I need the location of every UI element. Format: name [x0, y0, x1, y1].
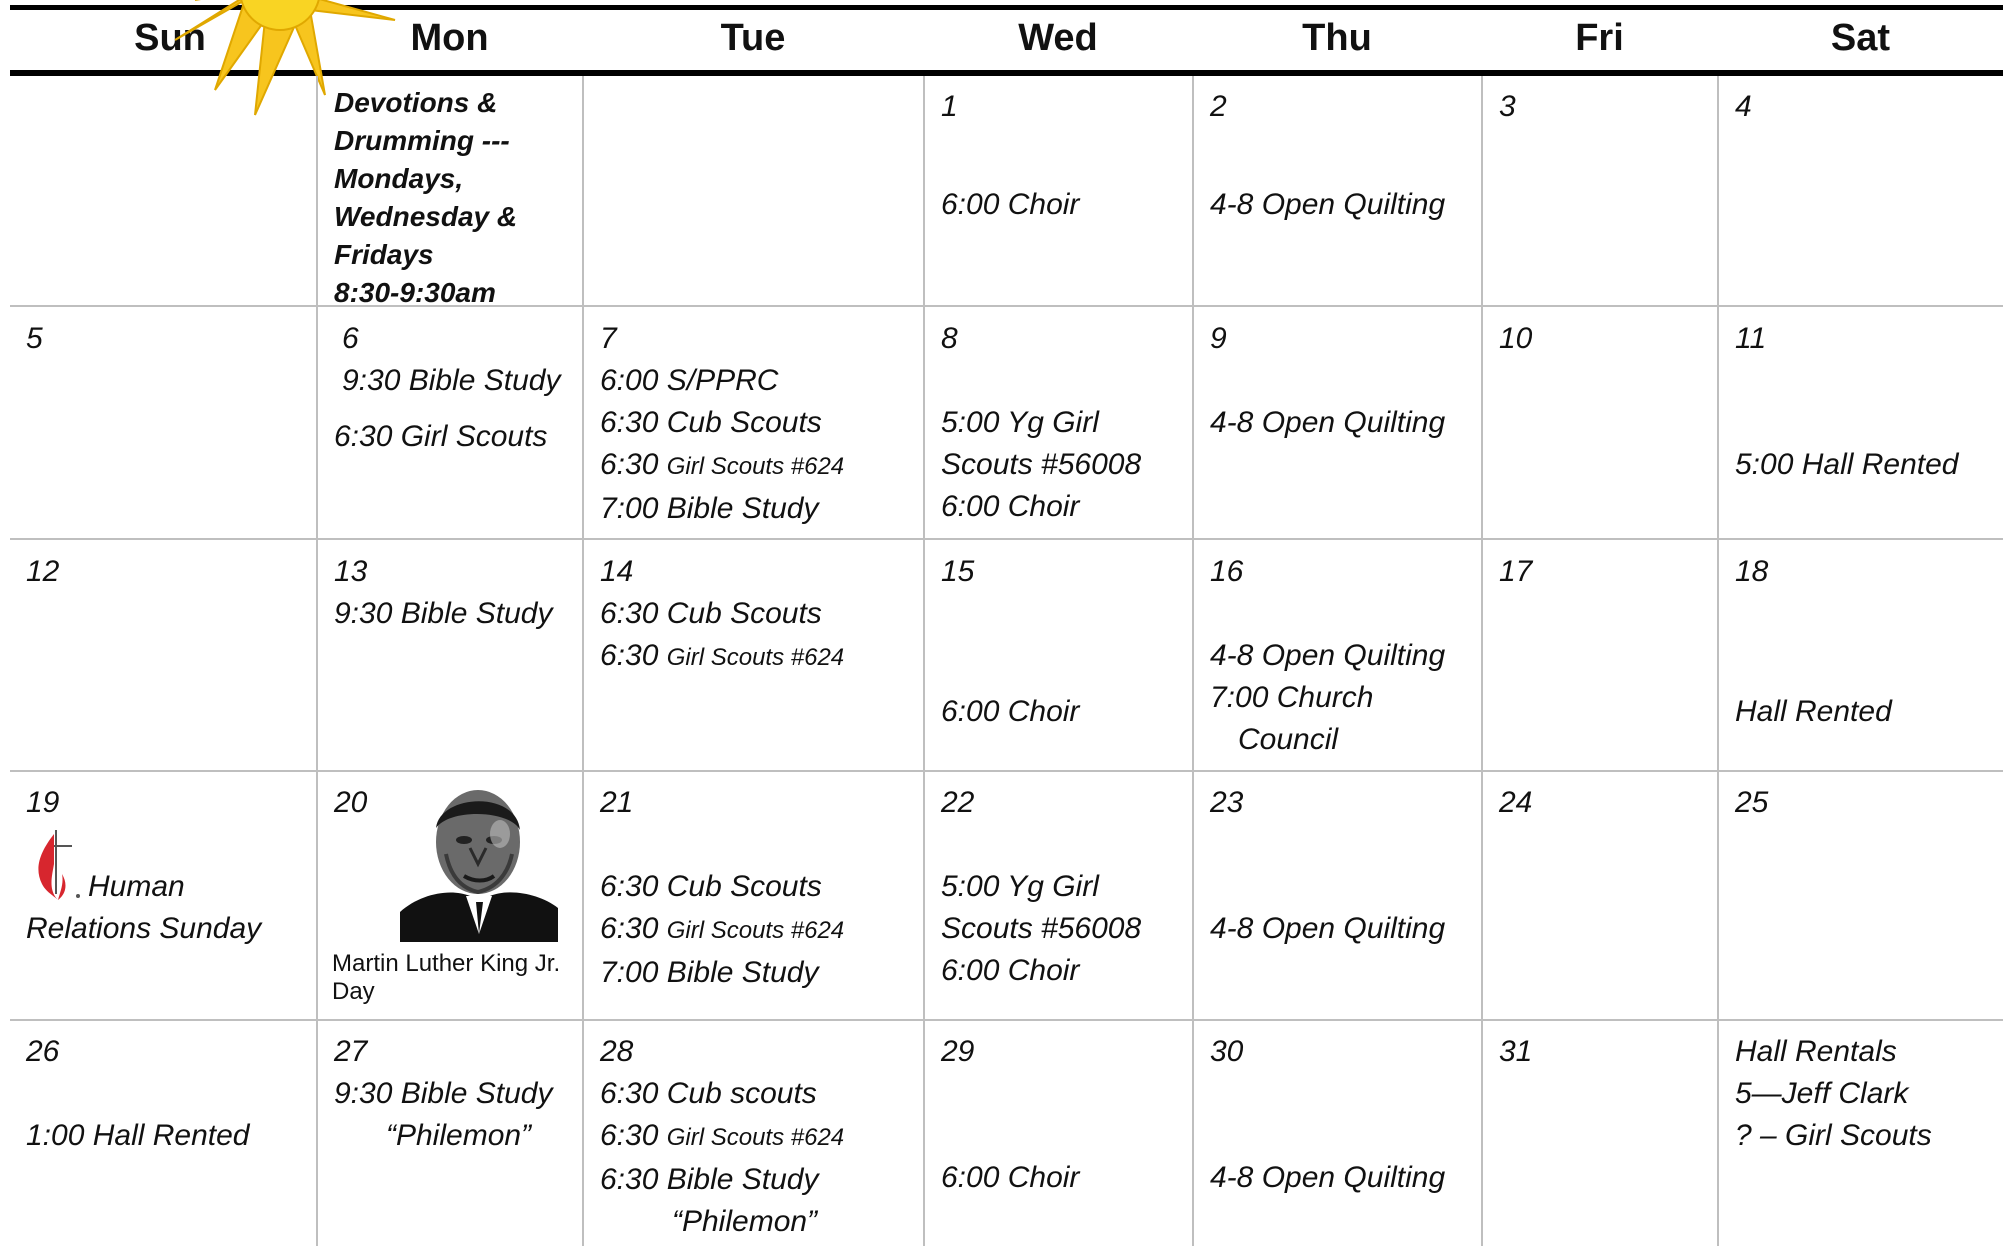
caption-line: Day — [332, 978, 375, 1005]
event: Girl Scouts #624 — [666, 917, 845, 944]
event: Relations Sunday — [26, 912, 262, 945]
event: 7:00 Bible Study — [600, 492, 819, 525]
event: Scouts #56008 — [941, 448, 1142, 481]
day-number: 3 — [1499, 90, 1516, 123]
devotions-line: 8:30-9:30am — [334, 277, 496, 308]
event-time: 6:30 — [600, 639, 659, 672]
day-number: 25 — [1735, 786, 1769, 819]
day-cell-1 — [925, 80, 1191, 232]
devotions-line: Devotions & — [334, 87, 498, 118]
devotions-line: Drumming --- — [334, 125, 510, 156]
day-number: 16 — [1210, 555, 1244, 588]
day-number: 24 — [1499, 786, 1533, 819]
day-cell-21 — [584, 776, 922, 1000]
weekday-sun: Sun — [134, 17, 206, 59]
day-number: 6 — [342, 322, 359, 355]
event: 4-8 Open Quilting — [1210, 1161, 1446, 1194]
event-time: 6:30 — [600, 912, 659, 945]
day-cell-6 — [318, 312, 582, 464]
devotions-line: Wednesday & — [334, 201, 518, 232]
day-cell-24 — [1483, 776, 1716, 830]
day-number: 23 — [1210, 786, 1244, 819]
day-number: 20 — [334, 786, 368, 819]
day-cell-13 — [318, 545, 582, 641]
day-cell-25 — [1719, 776, 2003, 830]
event: 4-8 Open Quilting — [1210, 406, 1446, 439]
note-line: Hall Rentals — [1735, 1035, 1897, 1068]
day-cell-17 — [1483, 545, 1716, 599]
event: 4-8 Open Quilting — [1210, 639, 1446, 672]
note-line: 5—Jeff Clark — [1735, 1077, 1909, 1110]
event: 7:00 Church — [1210, 681, 1374, 714]
weekday-sat: Sat — [1830, 17, 1891, 59]
hall-rentals-note — [1719, 1025, 2003, 1163]
day-number: 31 — [1499, 1035, 1533, 1068]
note-line: ? – Girl Scouts — [1735, 1119, 1932, 1152]
day-number: 10 — [1499, 322, 1533, 355]
mlk-portrait — [400, 784, 558, 942]
day-cell-11 — [1719, 312, 2003, 492]
day-number: 15 — [941, 555, 975, 588]
event: 6:30 Cub Scouts — [600, 870, 822, 903]
day-number: 11 — [1735, 322, 1767, 355]
day-number: 17 — [1499, 555, 1533, 588]
event: 6:00 Choir — [941, 954, 1080, 987]
weekday-wed: Wed — [1018, 17, 1098, 59]
day-cell-26 — [10, 1025, 315, 1163]
day-number: 29 — [941, 1035, 975, 1068]
day-number: 28 — [600, 1035, 634, 1068]
event: 5:00 Hall Rented — [1735, 448, 1959, 481]
day-number: 22 — [941, 786, 975, 819]
umc-cross-flame-icon — [26, 824, 82, 908]
day-cell-18 — [1719, 545, 2003, 739]
event-time: 6:30 — [600, 448, 659, 481]
day-cell-27 — [318, 1025, 582, 1163]
day-cell-19 — [10, 776, 315, 956]
day-number: 1 — [941, 90, 958, 123]
event: Human — [88, 870, 185, 903]
day-cell-31 — [1483, 1025, 1716, 1079]
day-cell-12 — [10, 545, 315, 599]
event: 9:30 Bible Study — [334, 1077, 553, 1110]
day-number: 14 — [600, 555, 634, 588]
event: “Philemon” — [386, 1119, 532, 1152]
day-number: 4 — [1735, 90, 1752, 123]
day-number: 12 — [26, 555, 60, 588]
devotions-line: Fridays — [334, 239, 434, 270]
day-number: 13 — [334, 555, 368, 588]
day-cell-10 — [1483, 312, 1716, 366]
day-number: 7 — [600, 322, 617, 355]
day-number: 26 — [26, 1035, 60, 1068]
day-number: 5 — [26, 322, 43, 355]
weekday-thu: Thu — [1302, 17, 1372, 59]
event: Scouts #56008 — [941, 912, 1142, 945]
day-cell-30 — [1194, 1025, 1480, 1205]
grid-line — [10, 305, 2003, 307]
caption-line: Martin Luther King Jr. — [332, 950, 561, 977]
grid-line — [10, 770, 2003, 772]
day-cell-7 — [584, 312, 922, 536]
devotions-line: Mondays, — [334, 163, 464, 194]
day-cell-9 — [1194, 312, 1480, 450]
event: 6:30 Cub Scouts — [600, 406, 822, 439]
mlk-caption — [318, 950, 608, 1006]
day-cell-14 — [584, 545, 922, 685]
event: 7:00 Bible Study — [600, 956, 819, 989]
event: Hall Rented — [1735, 695, 1892, 728]
day-cell-5 — [10, 312, 315, 366]
day-cell-23 — [1194, 776, 1480, 956]
day-cell-16 — [1194, 545, 1480, 767]
weekday-mon: Mon — [410, 17, 489, 59]
event: 6:30 Bible Study — [600, 1163, 819, 1196]
event: 6:00 Choir — [941, 695, 1080, 728]
weekday-fri: Fri — [1575, 17, 1624, 59]
event: 5:00 Yg Girl — [941, 406, 1099, 439]
grid-line — [10, 1019, 2003, 1021]
event: Girl Scouts #624 — [666, 1124, 845, 1151]
event: 6:00 Choir — [941, 490, 1080, 523]
grid-line — [10, 538, 2003, 540]
day-cell-2 — [1194, 80, 1480, 232]
day-number: 18 — [1735, 555, 1769, 588]
event: 1:00 Hall Rented — [26, 1119, 250, 1152]
event: 5:00 Yg Girl — [941, 870, 1099, 903]
day-cell-4 — [1719, 80, 2003, 134]
day-cell-22 — [925, 776, 1191, 998]
event: 6:00 S/PPRC — [600, 364, 779, 397]
event: 6:30 Cub scouts — [600, 1077, 817, 1110]
event: 6:00 Choir — [941, 1161, 1080, 1194]
event: Girl Scouts #624 — [666, 453, 845, 480]
event: Girl Scouts #624 — [666, 644, 845, 671]
devotions-note — [318, 78, 582, 318]
day-number: 9 — [1210, 322, 1227, 355]
day-cell-29 — [925, 1025, 1191, 1205]
day-number: 27 — [334, 1035, 368, 1068]
day-cell-28 — [584, 1025, 922, 1249]
event: “Philemon” — [672, 1205, 818, 1238]
day-cell-3 — [1483, 80, 1716, 134]
event: 6:30 Cub Scouts — [600, 597, 822, 630]
event: 6:00 Choir — [941, 188, 1080, 221]
event: Council — [1238, 723, 1339, 756]
day-cell-15 — [925, 545, 1191, 739]
weekday-tue: Tue — [720, 17, 786, 59]
day-number: 8 — [941, 322, 958, 355]
day-number: 19 — [26, 786, 60, 819]
day-number: 21 — [600, 786, 634, 819]
event: 9:30 Bible Study — [342, 364, 561, 397]
event: 4-8 Open Quilting — [1210, 188, 1446, 221]
day-number: 30 — [1210, 1035, 1244, 1068]
event-time: 6:30 — [600, 1119, 659, 1152]
day-cell-8 — [925, 312, 1191, 534]
event: 9:30 Bible Study — [334, 597, 553, 630]
day-number: 2 — [1210, 90, 1227, 123]
event: 6:30 Girl Scouts — [334, 420, 548, 453]
event: 4-8 Open Quilting — [1210, 912, 1446, 945]
